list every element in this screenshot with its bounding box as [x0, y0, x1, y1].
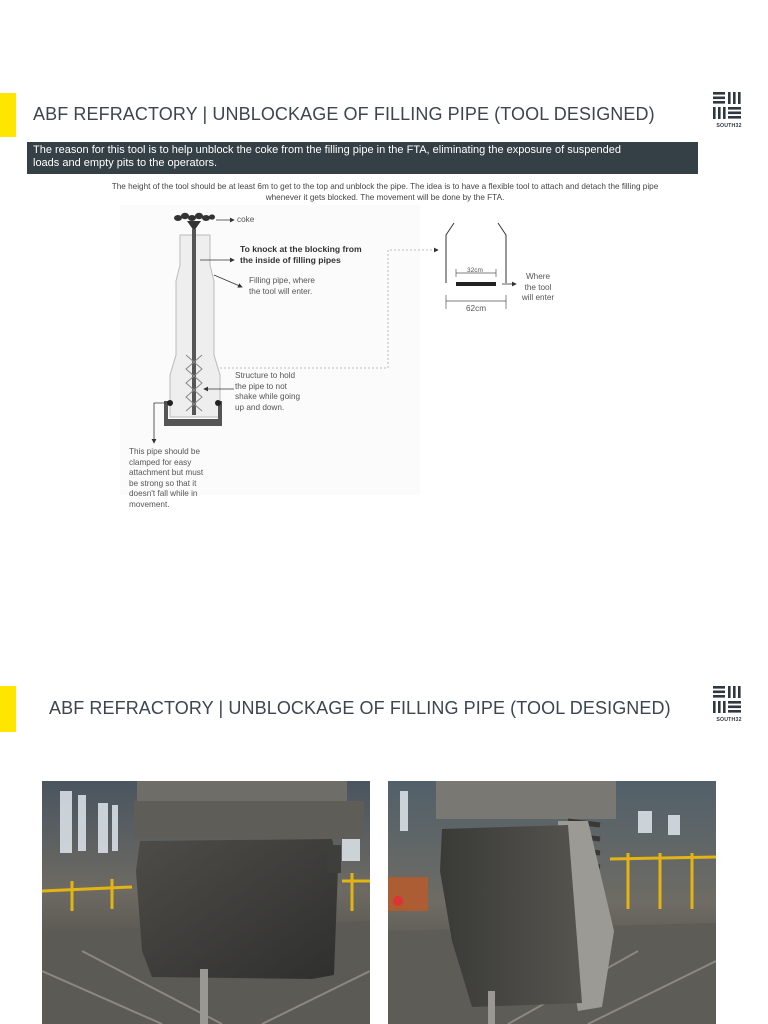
slide-title: ABF REFRACTORY | UNBLOCKAGE OF FILLING PIPE (TOOL DESIGNED)	[49, 698, 671, 718]
logo-wordmark: SOUTH32	[716, 123, 742, 129]
south32-logo	[713, 686, 745, 726]
slide-title: ABF REFRACTORY | UNBLOCKAGE OF FILLING PIPE (TOOL DESIGNED)	[33, 104, 655, 124]
label-structure: Structure to hold the pipe to not shake while going up and down.	[235, 371, 301, 412]
banner-line-1: The reason for this tool is to help unblock the coke from the filling pipe in the FTA, eliminating the exposure of suspended	[33, 144, 622, 156]
label-dim-32cm: 32cm	[467, 267, 483, 274]
label-filling-pipe: Filling pipe, where the tool will enter.	[249, 276, 315, 296]
description-line-2: whenever it gets blocked. The movement will be done by the FTA.	[265, 193, 505, 202]
slide-2	[0, 640, 768, 1024]
banner-line-2: loads and empty pits to the operators.	[33, 157, 218, 169]
title-accent-bar	[0, 686, 16, 732]
label-dim-62cm: 62cm	[466, 304, 487, 313]
label-coke: coke	[237, 215, 255, 224]
tool-description	[40, 181, 730, 203]
logo-wordmark: SOUTH32	[716, 717, 742, 723]
title-accent-bar	[0, 93, 16, 137]
south32-logo	[713, 92, 745, 132]
label-knock: To knock at the blocking from the inside of filling pipes	[240, 244, 362, 265]
tool-photo-front	[42, 781, 370, 1024]
label-where-tool-enters: Where the tool will enter	[521, 272, 555, 302]
purpose-banner	[27, 142, 698, 174]
label-clamp: This pipe should be clamped for easy attachment but must be strong so that it doesn't fall while in movement.	[129, 447, 204, 509]
logo-mark-icon	[713, 92, 745, 122]
tool-photo-side	[388, 781, 716, 1024]
tool-head	[456, 282, 496, 286]
description-line-1: The height of the tool should be at least 6m to get to the top and unblock the pipe. The idea is to have a flexible tool to attach and detach the filling pipe	[111, 182, 659, 191]
logo-mark-icon	[713, 686, 745, 716]
tool-rod	[192, 229, 196, 415]
